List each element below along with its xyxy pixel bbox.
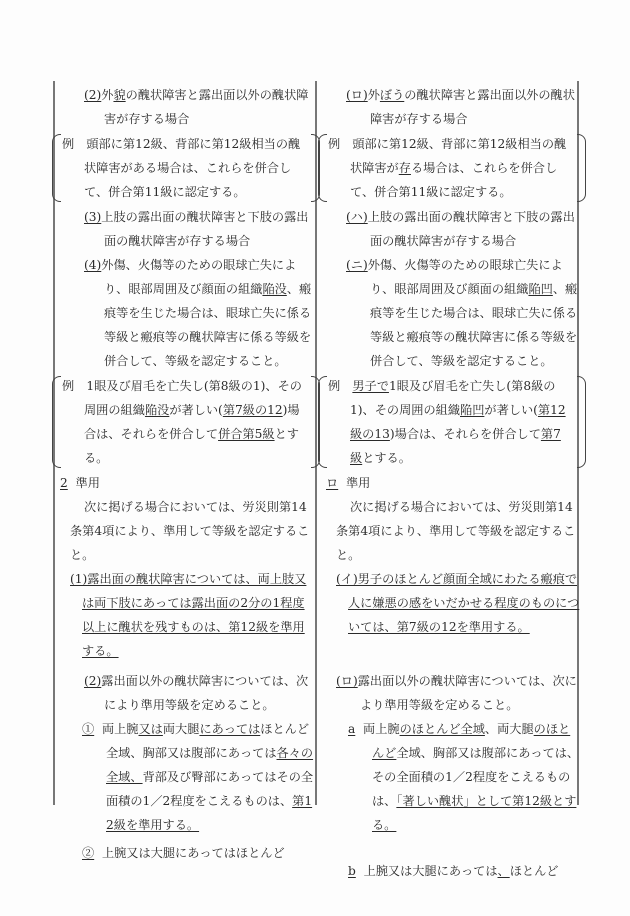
right-column [328,83,580,883]
left-column [62,83,314,865]
left-intro: 次に掲げる場合においては、労災則第14条第4項により、準用して等級を認定すること。 [70,500,310,562]
left-circle-1: ① 両上腕又は両大腿にあってはほとんど全域、胸部又は腹部にあっては各々の全域、背部及び臀部にあってはその全面積の1／2程度をこえるものは、第12級を準用する。 [82,722,314,832]
right-item-ha: (ハ)上肢の露出面の醜状障害と下肢の露出面の醜状障害が存する場合 [346,210,575,248]
left-item-4: (4)外傷、火傷等のための眼球亡失により、眼部周囲及び顔面の組織陥没、瘢痕等を生じた場合は、眼球亡失に係る等級と瘢痕等の醜状障害に係る等級を併合して、等級を認定すること。 [84,258,312,368]
left-item-3: (3)上肢の露出面の醜状障害と下肢の露出面の醜状障害が存する場合 [84,210,309,248]
left-section-heading: 2 準用 [60,476,100,490]
right-example-2: 例 男子で1眼及び眉毛を亡失し(第8級の1)、その周囲の組織陥凹が著しい(第12級の13)場合は、それらを併合して第7級とする。 [318,374,580,470]
left-sub-1: (1)露出面の醜状障害については、両上肢又は両下肢にあっては露出面の2分の1程度以上に醜状を残すものは、第12級を準用する。 [70,572,307,658]
right-item-ro: (ロ)外ぼうの醜状障害と露出面以外の醜状障害が存する場合 [346,88,575,126]
left-example-1: 例 頭部に第12級、背部に第12級相当の醜状障害がある場合は、これらを併合して、併合第11級に認定する。 [52,132,314,204]
right-item-a: a 両上腕のほとんど全域、両大腿のほとんど全域、胸部又は腹部にあっては、その全面積の1／2程度をこえるものは、「著しい醜状」として第12級とする。 [348,722,580,832]
left-example-2: 例 1眼及び眉毛を亡失し(第8級の1)、その周囲の組織陥没が著しい(第7級の12)場合は、それらを併合して併合第5級とする。 [52,374,314,470]
right-item-b: b 上腕又は大腿にあっては、ほとんど [348,864,559,878]
left-item-2: (2)外貌の醜状障害と露出面以外の醜状障害が存する場合 [84,88,309,126]
right-sub-ro: (ロ)露出面以外の醜状障害については、次により準用等級を定めること。 [336,674,577,712]
left-sub-2: (2)露出面以外の醜状障害については、次により準用等級を定めること。 [84,674,309,712]
left-circle-2: ② 上腕又は大腿にあってはほとんど [82,846,285,860]
right-example-1: 例 頭部に第12級、背部に第12級相当の醜状障害が存る場合は、これらを併合して、併合第11級に認定する。 [318,132,580,204]
right-sub-i: (イ)男子のほとんど顔面全域にわたる瘢痕で人に嫌悪の感をいだかせる程度のものについては、第7級の12を準用する。 [336,572,580,634]
right-intro: 次に掲げる場合においては、労災則第14条第4項により、準用して等級を認定すること。 [336,500,576,562]
right-item-ni: (ニ)外傷、火傷等のための眼球亡失により、眼部周囲及び顔面の組織陥凹、瘢痕等を生じた場合は、眼球亡失に係る等級と瘢痕等の醜状障害に係る等級を併合して、等級を認定すること。 [346,258,578,368]
right-section-heading: ロ 準用 [326,476,371,490]
